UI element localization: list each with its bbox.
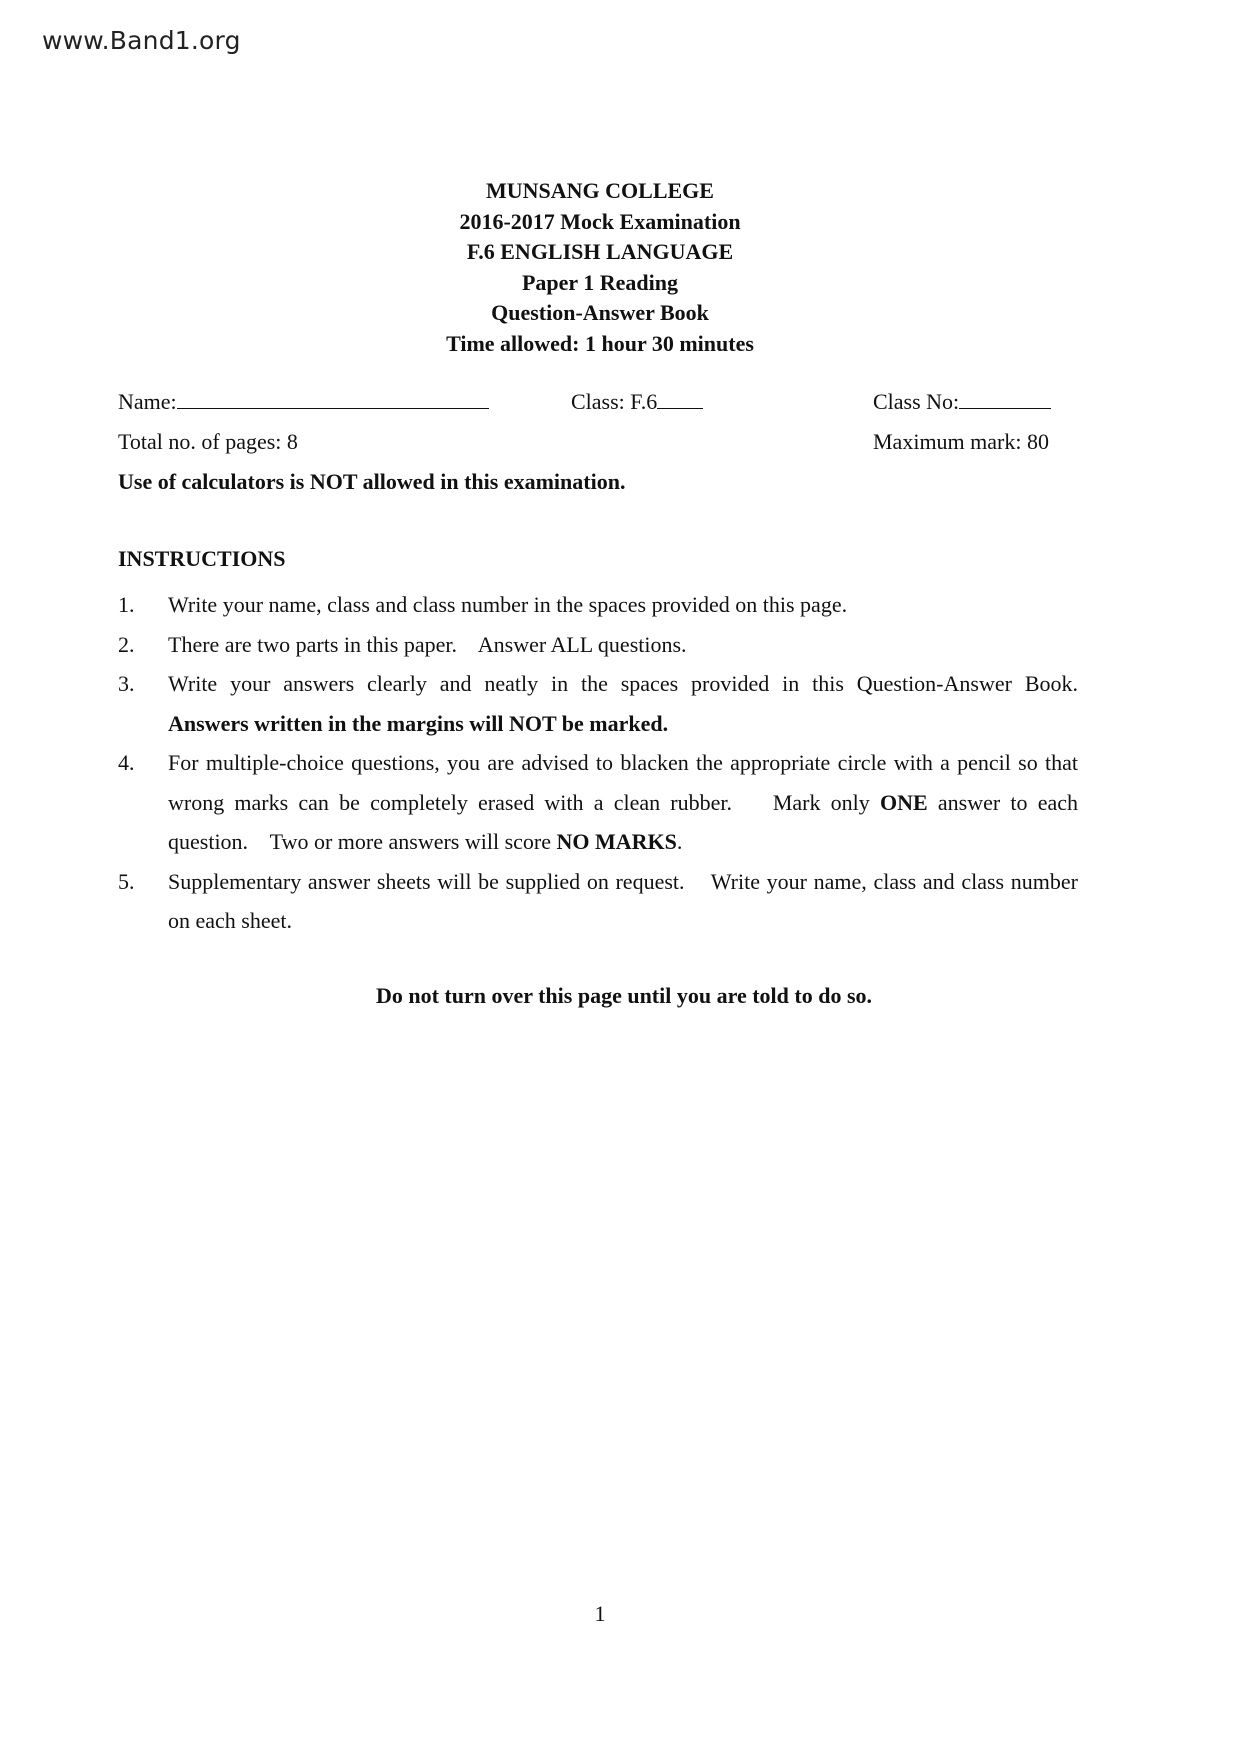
instruction-text: Write your name, class and class number in the spaces provided on this page. bbox=[168, 592, 848, 617]
instruction-text-bold: NO MARKS bbox=[556, 829, 677, 854]
instruction-text-bold: Answers written in the margins will NOT be marked. bbox=[168, 710, 669, 736]
watermark-url: www.Band1.org bbox=[42, 26, 241, 55]
calculator-note: Use of calculators is NOT allowed in this examination. bbox=[118, 469, 626, 494]
instruction-text-part: Mark only bbox=[772, 789, 870, 815]
instruction-text bbox=[168, 743, 1078, 862]
class-no-blank-line[interactable] bbox=[959, 389, 1051, 409]
instruction-text-part: Answer ALL questions. bbox=[477, 631, 687, 657]
instruction-number: 3. bbox=[118, 671, 135, 696]
instruction-item-1 bbox=[118, 585, 1078, 625]
instruction-item-4 bbox=[118, 743, 1078, 862]
instruction-text-part: answer to each question. bbox=[168, 789, 1079, 854]
school-name: MUNSANG COLLEGE bbox=[486, 178, 714, 203]
class-blank-line[interactable] bbox=[657, 389, 703, 409]
class-no-field[interactable] bbox=[873, 389, 1051, 415]
paper-name: Paper 1 Reading bbox=[521, 269, 679, 295]
instruction-text bbox=[168, 862, 1078, 941]
instruction-item-3 bbox=[118, 664, 1078, 743]
closing-notice: Do not turn over this page until you are told to do so. bbox=[375, 983, 873, 1008]
instruction-text-part: Supplementary answer sheets will be supplied on request. bbox=[168, 868, 685, 894]
book-name: Question-Answer Book bbox=[491, 300, 709, 325]
instruction-item-5 bbox=[118, 862, 1078, 941]
instruction-text-bold: ONE bbox=[880, 789, 928, 815]
page-number: 1 bbox=[594, 1601, 606, 1626]
class-field[interactable] bbox=[571, 389, 703, 415]
instructions-heading: INSTRUCTIONS bbox=[118, 546, 286, 571]
subject-name: F.6 ENGLISH LANGUAGE bbox=[466, 239, 734, 264]
instruction-text-part: There are two parts in this paper. bbox=[168, 631, 457, 657]
instruction-text-part: Two or more answers will score bbox=[269, 829, 551, 854]
instruction-text-part: For multiple-choice questions, you are advised to blacken the appropriate circle with a pencil so that wrong marks can be completely erased with a clean rubber. bbox=[168, 750, 1078, 815]
instruction-number: 5. bbox=[118, 868, 135, 894]
instruction-text-part: Write your name, class and class number on each sheet. bbox=[168, 868, 1078, 933]
instruction-text-part: . bbox=[676, 829, 683, 854]
instructions-list bbox=[118, 585, 1078, 941]
name-field[interactable] bbox=[118, 389, 489, 415]
class-label: Class: F.6 bbox=[571, 389, 658, 414]
name-blank-line[interactable] bbox=[177, 389, 489, 409]
exam-name: 2016-2017 Mock Examination bbox=[459, 208, 741, 234]
maximum-mark: Maximum mark: 80 bbox=[873, 429, 1049, 454]
instruction-text-part: Write your answers clearly and neatly in the spaces provided in this Question-Answer Book. bbox=[168, 671, 1078, 696]
instruction-text bbox=[168, 625, 1078, 665]
exam-title-block bbox=[0, 176, 1200, 359]
time-allowed: Time allowed: 1 hour 30 minutes bbox=[446, 330, 754, 356]
instruction-item-2 bbox=[118, 625, 1078, 665]
instruction-number: 1. bbox=[118, 592, 135, 617]
instruction-number: 2. bbox=[118, 631, 135, 657]
total-pages: Total no. of pages: 8 bbox=[118, 429, 298, 454]
instruction-text bbox=[168, 664, 1078, 743]
name-label: Name: bbox=[118, 389, 177, 414]
instruction-number: 4. bbox=[118, 750, 135, 775]
class-no-label: Class No: bbox=[873, 389, 960, 414]
